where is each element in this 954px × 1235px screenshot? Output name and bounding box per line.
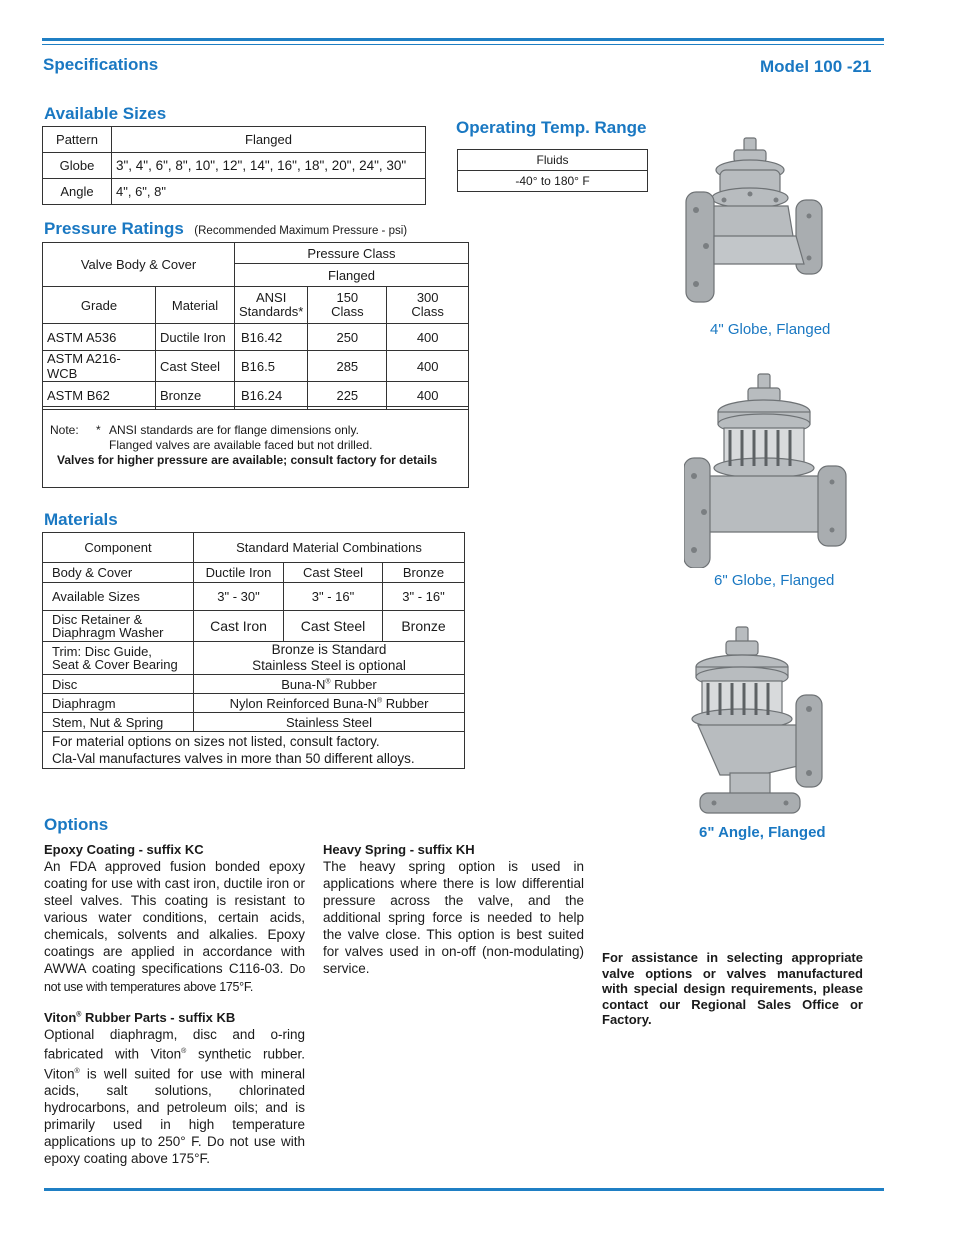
material-cell: Bronze [383, 563, 465, 583]
temp-table [457, 149, 648, 192]
trim-value-line1: Bronze is Standard [271, 642, 387, 657]
col-150-line1: 150 [336, 290, 359, 305]
trim-value-line2: Stainless Steel is optional [252, 658, 406, 673]
registered-mark: ® [181, 1048, 187, 1055]
sizes-cell: Angle [43, 179, 112, 205]
note-line-3: Valves for higher pressure are available; consult factory for details [57, 453, 438, 467]
col-standard: Standard Material Combinations [194, 533, 465, 563]
registered-mark: ® [76, 1011, 82, 1019]
pressure-table [42, 242, 469, 410]
material-cell: 3" - 16" [284, 583, 383, 611]
component-cell [43, 642, 194, 675]
materials-heading: Materials [44, 510, 118, 529]
sizes-cell: 3", 4", 6", 8", 10", 12", 14", 16", 18", 20", 24", 30" [112, 153, 426, 179]
table-row [43, 351, 469, 382]
note-line-1: ANSI standards are for flange dimensions only. [109, 423, 359, 437]
bottom-rule [44, 1188, 884, 1191]
option-kb-title [44, 1010, 235, 1025]
option-kb-text-3: is well suited for use with mineral acids, salt solutions, chlorinated hydrocarbons, and petroleum oils; and is primarily used in high temperature applications up to 250° F. Do not use with epoxy coating above 175°F. [44, 1066, 305, 1166]
disc-retainer-line2: Diaphragm Washer [52, 625, 164, 640]
disc-retainer-line1: Disc Retainer & [52, 612, 143, 627]
material-cell: Ductile Iron [194, 563, 284, 583]
flanged-label: Flanged [235, 264, 469, 287]
ansi-cell: B16.24 [235, 382, 308, 410]
col-150 [308, 287, 387, 324]
temp-label: Fluids [458, 150, 648, 171]
option-kb-title-text: Viton [44, 1010, 77, 1025]
diaphragm-value-tail: Rubber [382, 695, 429, 711]
options-heading: Options [44, 815, 109, 834]
table-row [43, 694, 465, 713]
component-cell [43, 611, 194, 642]
option-kb-text-1: Optional diaphragm, disc and o-ring fabricated with Viton [44, 1027, 305, 1062]
model-title: Model 100 -21 [760, 57, 872, 76]
trim-line2: Seat & Cover Bearing [52, 657, 178, 672]
col-ansi-line2: Standards* [239, 304, 304, 319]
sizes-cell: Globe [43, 153, 112, 179]
caption-6in-globe: 6" Globe, Flanged [714, 572, 835, 589]
available-sizes-table [42, 126, 426, 205]
registered-mark: ® [376, 697, 383, 705]
option-kc-body: An FDA approved fusion bonded epoxy coating for use with cast iron, ductile iron or steel valves. This coating is resistant to various water conditions, certain acids, chemicals, solvents and alkalies. Epoxy coatings are applied in accordance with AWWA coating specifications C116-03. [44, 859, 305, 976]
table-row [43, 324, 469, 351]
globe-valve-6in-photo [684, 372, 852, 568]
materials-table [42, 532, 465, 769]
note-label: Note: [50, 423, 79, 437]
table-row [43, 563, 465, 583]
ansi-cell: B16.42 [235, 324, 308, 351]
component-cell: Diaphragm [43, 694, 194, 713]
table-row [43, 611, 465, 642]
option-kh-title: Heavy Spring - suffix KH [323, 842, 475, 857]
pressure-subheading: (Recommended Maximum Pressure - psi) [194, 225, 408, 237]
col-component: Component [43, 533, 194, 563]
option-kh-text: The heavy spring option is used in applications where there is low differential pressure across the valve, and the additional spring force is needed to help the valve close. This option is best suited for valves used in on-off (non-modulating) service. [323, 859, 584, 976]
sizes-cell: 4", 6", 8" [112, 179, 426, 205]
material-cell: Cast Steel [284, 611, 383, 642]
col-grade: Grade [43, 287, 156, 324]
diaphragm-value-text: Nylon Reinforced Buna-N [229, 695, 377, 711]
material-cell: Ductile Iron [156, 324, 235, 351]
pressure-heading: Pressure Ratings [44, 219, 184, 238]
materials-footer-line1: For material options on sizes not listed, consult factory. [52, 734, 380, 749]
registered-mark: ® [325, 678, 331, 686]
disc-value-text: Buna-N [281, 676, 326, 692]
material-cell: Cast Steel [156, 351, 235, 382]
component-cell: Disc [43, 675, 194, 694]
component-cell: Stem, Nut & Spring [43, 713, 194, 732]
option-kb-title-tail: Rubber Parts - suffix KB [81, 1010, 236, 1025]
table-row [43, 713, 465, 732]
material-cell: Cast Steel [284, 563, 383, 583]
valve-body-cover: Valve Body & Cover [43, 243, 235, 287]
globe-valve-4in-photo [684, 136, 856, 308]
note-line-2: Flanged valves are available faced but not drilled. [109, 438, 373, 452]
disc-value [194, 675, 465, 694]
trim-line1: Trim: Disc Guide, [52, 644, 152, 659]
col-150-line2: Class [331, 304, 364, 319]
class300-cell: 400 [387, 382, 469, 410]
materials-footer [43, 732, 465, 769]
available-sizes-heading: Available Sizes [44, 104, 167, 123]
col-300 [387, 287, 469, 324]
table-row [43, 583, 465, 611]
pressure-heading-row [44, 219, 407, 239]
top-rule-thin [42, 44, 884, 45]
diaphragm-value [194, 694, 465, 713]
option-kc-title: Epoxy Coating - suffix KC [44, 842, 204, 857]
material-cell: Cast Iron [194, 611, 284, 642]
assistance-note: For assistance in selecting appropriate valve options or valves manufactured with special design requirements, please contact our Regional Sales Office or Factory. [602, 950, 863, 1027]
class150-cell: 250 [308, 324, 387, 351]
component-cell: Body & Cover [43, 563, 194, 583]
grade-cell: ASTM A216-WCB [43, 351, 156, 382]
sizes-cell: Pattern [43, 127, 112, 153]
grade-cell: ASTM B62 [43, 382, 156, 410]
col-ansi-line1: ANSI [255, 290, 287, 305]
sizes-cell: Flanged [112, 127, 426, 153]
trim-value [194, 642, 465, 675]
col-material: Material [156, 287, 235, 324]
table-row [43, 642, 465, 675]
class150-cell: 285 [308, 351, 387, 382]
stem-value: Stainless Steel [194, 713, 465, 732]
option-kc-text [44, 858, 305, 996]
col-300-line2: Class [411, 304, 444, 319]
top-rule [42, 38, 884, 41]
col-300-line1: 300 [416, 290, 439, 305]
option-kb-text-2: synthetic rubber. Viton [44, 1046, 305, 1081]
temp-heading: Operating Temp. Range [456, 118, 647, 137]
col-ansi [235, 287, 308, 324]
class300-cell: 400 [387, 351, 469, 382]
table-row [43, 675, 465, 694]
angle-valve-6in-photo [690, 625, 830, 817]
class150-cell: 225 [308, 382, 387, 410]
disc-value-tail: Rubber [330, 676, 377, 692]
caption-4in-globe: 4" Globe, Flanged [710, 321, 831, 338]
temp-value: -40° to 180° F [458, 171, 648, 192]
pressure-class: Pressure Class [235, 243, 469, 264]
material-cell: 3" - 16" [383, 583, 465, 611]
material-cell: Bronze [383, 611, 465, 642]
caption-6in-angle: 6" Angle, Flanged [699, 824, 826, 841]
ansi-cell: B16.5 [235, 351, 308, 382]
option-kc-warning: Do not use with temperatures above 175°F. [44, 962, 305, 994]
materials-footer-line2: Cla-Val manufactures valves in more than 50 different alloys. [52, 751, 415, 766]
material-cell: 3" - 30" [194, 583, 284, 611]
note-star: * [96, 423, 101, 437]
material-cell: Bronze [156, 382, 235, 410]
grade-cell: ASTM A536 [43, 324, 156, 351]
pressure-note-box [42, 406, 469, 488]
option-kb-text [44, 1026, 305, 1167]
component-cell: Available Sizes [43, 583, 194, 611]
registered-mark: ® [74, 1067, 80, 1075]
page-title: Specifications [43, 55, 159, 74]
class300-cell: 400 [387, 324, 469, 351]
